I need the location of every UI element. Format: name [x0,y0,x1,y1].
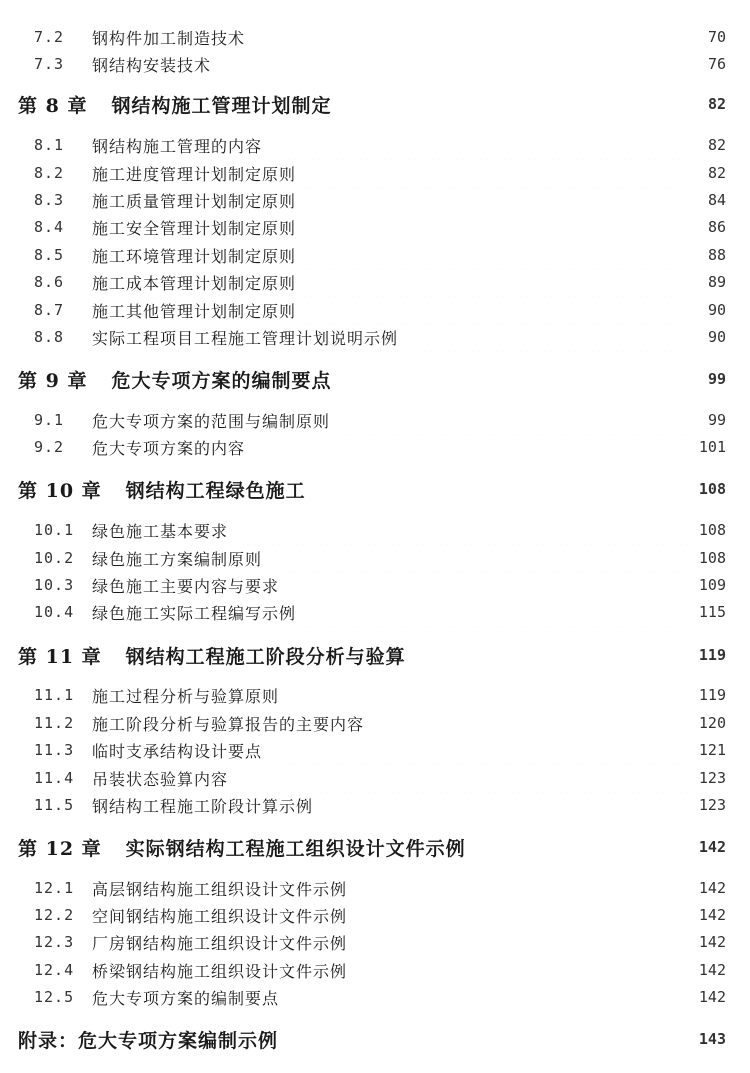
dot-leader [251,22,690,52]
section-number: 10.4 [34,603,75,621]
chapter-title: 实际钢结构工程施工组织设计文件示例 [125,837,466,860]
toc-chapter-row[interactable] [0,364,750,394]
section-title: 钢结构施工管理的内容 [92,136,263,156]
page-number: 121 [698,741,726,759]
page-number: 115 [698,603,726,621]
page-number: 82 [707,164,726,182]
toc-section-row[interactable] [0,212,750,242]
page-number: 99 [707,370,726,388]
section-number: 8.3 [34,191,65,209]
toc-appendix-row[interactable] [0,1024,750,1054]
toc-section-row[interactable] [0,543,750,573]
section-title: 桥梁钢结构施工组织设计文件示例 [92,961,348,981]
section-number: 9.1 [34,411,65,429]
page-number: 101 [698,438,726,456]
page-number: 84 [707,191,726,209]
dot-leader [312,474,690,504]
dot-leader [404,322,690,352]
section-number: 8.1 [34,136,65,154]
section-number: 11.4 [34,769,75,787]
toc-section-row[interactable] [0,955,750,985]
section-number: 8.7 [34,301,65,319]
page-number: 143 [698,1030,726,1048]
page-number: 142 [698,961,726,979]
dot-leader [302,267,690,297]
page-number: 89 [707,273,726,291]
section-title: 施工其他管理计划制定原则 [92,301,297,321]
section-title: 厂房钢结构施工组织设计文件示例 [92,933,348,953]
page-number: 90 [707,328,726,346]
section-title: 高层钢结构施工组织设计文件示例 [92,879,348,899]
dot-leader [217,49,690,79]
dot-leader [302,185,690,215]
section-title: 施工质量管理计划制定原则 [92,191,297,211]
dot-leader [302,295,690,325]
page-number: 142 [698,906,726,924]
section-number: 12.2 [34,906,75,924]
page-number: 76 [707,55,726,73]
section-title: 施工阶段分析与验算报告的主要内容 [92,714,365,734]
section-title: 危大专项方案的范围与编制原则 [92,411,331,431]
toc-section-row[interactable] [0,240,750,270]
page-number: 82 [707,95,726,113]
section-number: 10.3 [34,576,75,594]
section-title: 施工成本管理计划制定原则 [92,273,297,293]
page-number: 90 [707,301,726,319]
dot-leader [337,364,690,394]
section-title: 绿色施工方案编制原则 [92,549,263,569]
toc-section-row[interactable] [0,927,750,957]
section-number: 11.3 [34,741,75,759]
toc-section-row[interactable] [0,158,750,188]
toc-section-row[interactable] [0,22,750,52]
section-number: 8.2 [34,164,65,182]
toc-section-row[interactable] [0,900,750,930]
section-title: 绿色施工基本要求 [92,521,229,541]
page-number: 142 [698,933,726,951]
toc-section-row[interactable] [0,735,750,765]
dot-leader [353,900,690,930]
page-number: 142 [698,988,726,1006]
page-number: 119 [698,686,726,704]
toc-chapter-row[interactable] [0,640,750,670]
page-number: 123 [698,796,726,814]
dot-leader [302,597,690,627]
dot-leader [234,515,690,545]
toc-section-row[interactable] [0,763,750,793]
section-number: 8.6 [34,273,65,291]
section-number: 8.4 [34,218,65,236]
section-title: 钢结构工程施工阶段计算示例 [92,796,314,816]
toc-section-row[interactable] [0,515,750,545]
page-number: 108 [698,521,726,539]
dot-leader [285,680,690,710]
toc-section-row[interactable] [0,597,750,627]
section-title: 施工环境管理计划制定原则 [92,246,297,266]
section-title: 施工过程分析与验算原则 [92,686,280,706]
section-title: 钢结构安装技术 [92,55,212,75]
section-number: 11.1 [34,686,75,704]
chapter-number: 第 12 章 [18,837,102,860]
section-number: 11.2 [34,714,75,732]
page-number: 109 [698,576,726,594]
page-number: 142 [698,838,726,856]
toc-section-row[interactable] [0,405,750,435]
section-title: 空间钢结构施工组织设计文件示例 [92,906,348,926]
section-number: 12.5 [34,988,75,1006]
dot-leader [268,130,690,160]
section-title: 绿色施工主要内容与要求 [92,576,280,596]
dot-leader [234,763,690,793]
section-number: 7.3 [34,55,65,73]
appendix-title: 附录：危大专项方案编制示例 [18,1029,279,1052]
section-number: 8.8 [34,328,65,346]
toc-section-row[interactable] [0,185,750,215]
page-number: 108 [698,480,726,498]
section-title: 绿色施工实际工程编写示例 [92,603,297,623]
dot-leader [285,982,690,1012]
section-number: 10.2 [34,549,75,567]
dot-leader [336,405,690,435]
section-number: 8.5 [34,246,65,264]
toc-section-row[interactable] [0,322,750,352]
toc-section-row[interactable] [0,708,750,738]
chapter-number: 第 8 章 [18,94,88,117]
dot-leader [319,790,690,820]
chapter-title: 钢结构施工管理计划制定 [111,94,332,117]
toc-chapter-row[interactable] [0,832,750,862]
page-number: 123 [698,769,726,787]
toc-section-row[interactable] [0,680,750,710]
section-title: 临时支承结构设计要点 [92,741,263,761]
section-title: 吊装状态验算内容 [92,769,229,789]
toc-section-row[interactable] [0,432,750,462]
chapter-title: 钢结构工程施工阶段分析与验算 [125,645,406,668]
dot-leader [285,570,690,600]
dot-leader [337,89,690,119]
section-number: 11.5 [34,796,75,814]
section-title: 施工进度管理计划制定原则 [92,164,297,184]
chapter-number: 第 9 章 [18,369,88,392]
page-number: 70 [707,28,726,46]
toc-section-row[interactable] [0,49,750,79]
toc-section-row[interactable] [0,982,750,1012]
section-title: 危大专项方案的编制要点 [92,988,280,1008]
toc-section-row[interactable] [0,570,750,600]
dot-leader [370,708,690,738]
dot-leader [251,432,690,462]
section-title: 危大专项方案的内容 [92,438,246,458]
dot-leader [412,640,690,670]
chapter-number: 第 10 章 [18,479,102,502]
page-number: 86 [707,218,726,236]
dot-leader [353,955,690,985]
page-number: 88 [707,246,726,264]
toc-chapter-row[interactable] [0,474,750,504]
section-number: 9.2 [34,438,65,456]
section-number: 12.4 [34,961,75,979]
page-number: 99 [707,411,726,429]
dot-leader [302,212,690,242]
toc-section-row[interactable] [0,873,750,903]
dot-leader [284,1024,690,1054]
chapter-title: 危大专项方案的编制要点 [111,369,332,392]
page-number: 108 [698,549,726,567]
dot-leader [268,735,690,765]
dot-leader [268,543,690,573]
toc-section-row[interactable] [0,267,750,297]
dot-leader [302,158,690,188]
section-title: 施工安全管理计划制定原则 [92,218,297,238]
section-title: 钢构件加工制造技术 [92,28,246,48]
page-number: 142 [698,879,726,897]
section-number: 12.3 [34,933,75,951]
page-number: 120 [698,714,726,732]
dot-leader [353,927,690,957]
section-number: 7.2 [34,28,65,46]
chapter-number: 第 11 章 [18,645,102,668]
dot-leader [472,832,690,862]
toc-section-row[interactable] [0,790,750,820]
dot-leader [302,240,690,270]
section-title: 实际工程项目工程施工管理计划说明示例 [92,328,399,348]
chapter-title: 钢结构工程绿色施工 [125,479,306,502]
section-number: 10.1 [34,521,75,539]
page-number: 82 [707,136,726,154]
section-number: 12.1 [34,879,75,897]
toc-section-row[interactable] [0,295,750,325]
toc-section-row[interactable] [0,130,750,160]
dot-leader [353,873,690,903]
page-number: 119 [698,646,726,664]
toc-chapter-row[interactable] [0,89,750,119]
